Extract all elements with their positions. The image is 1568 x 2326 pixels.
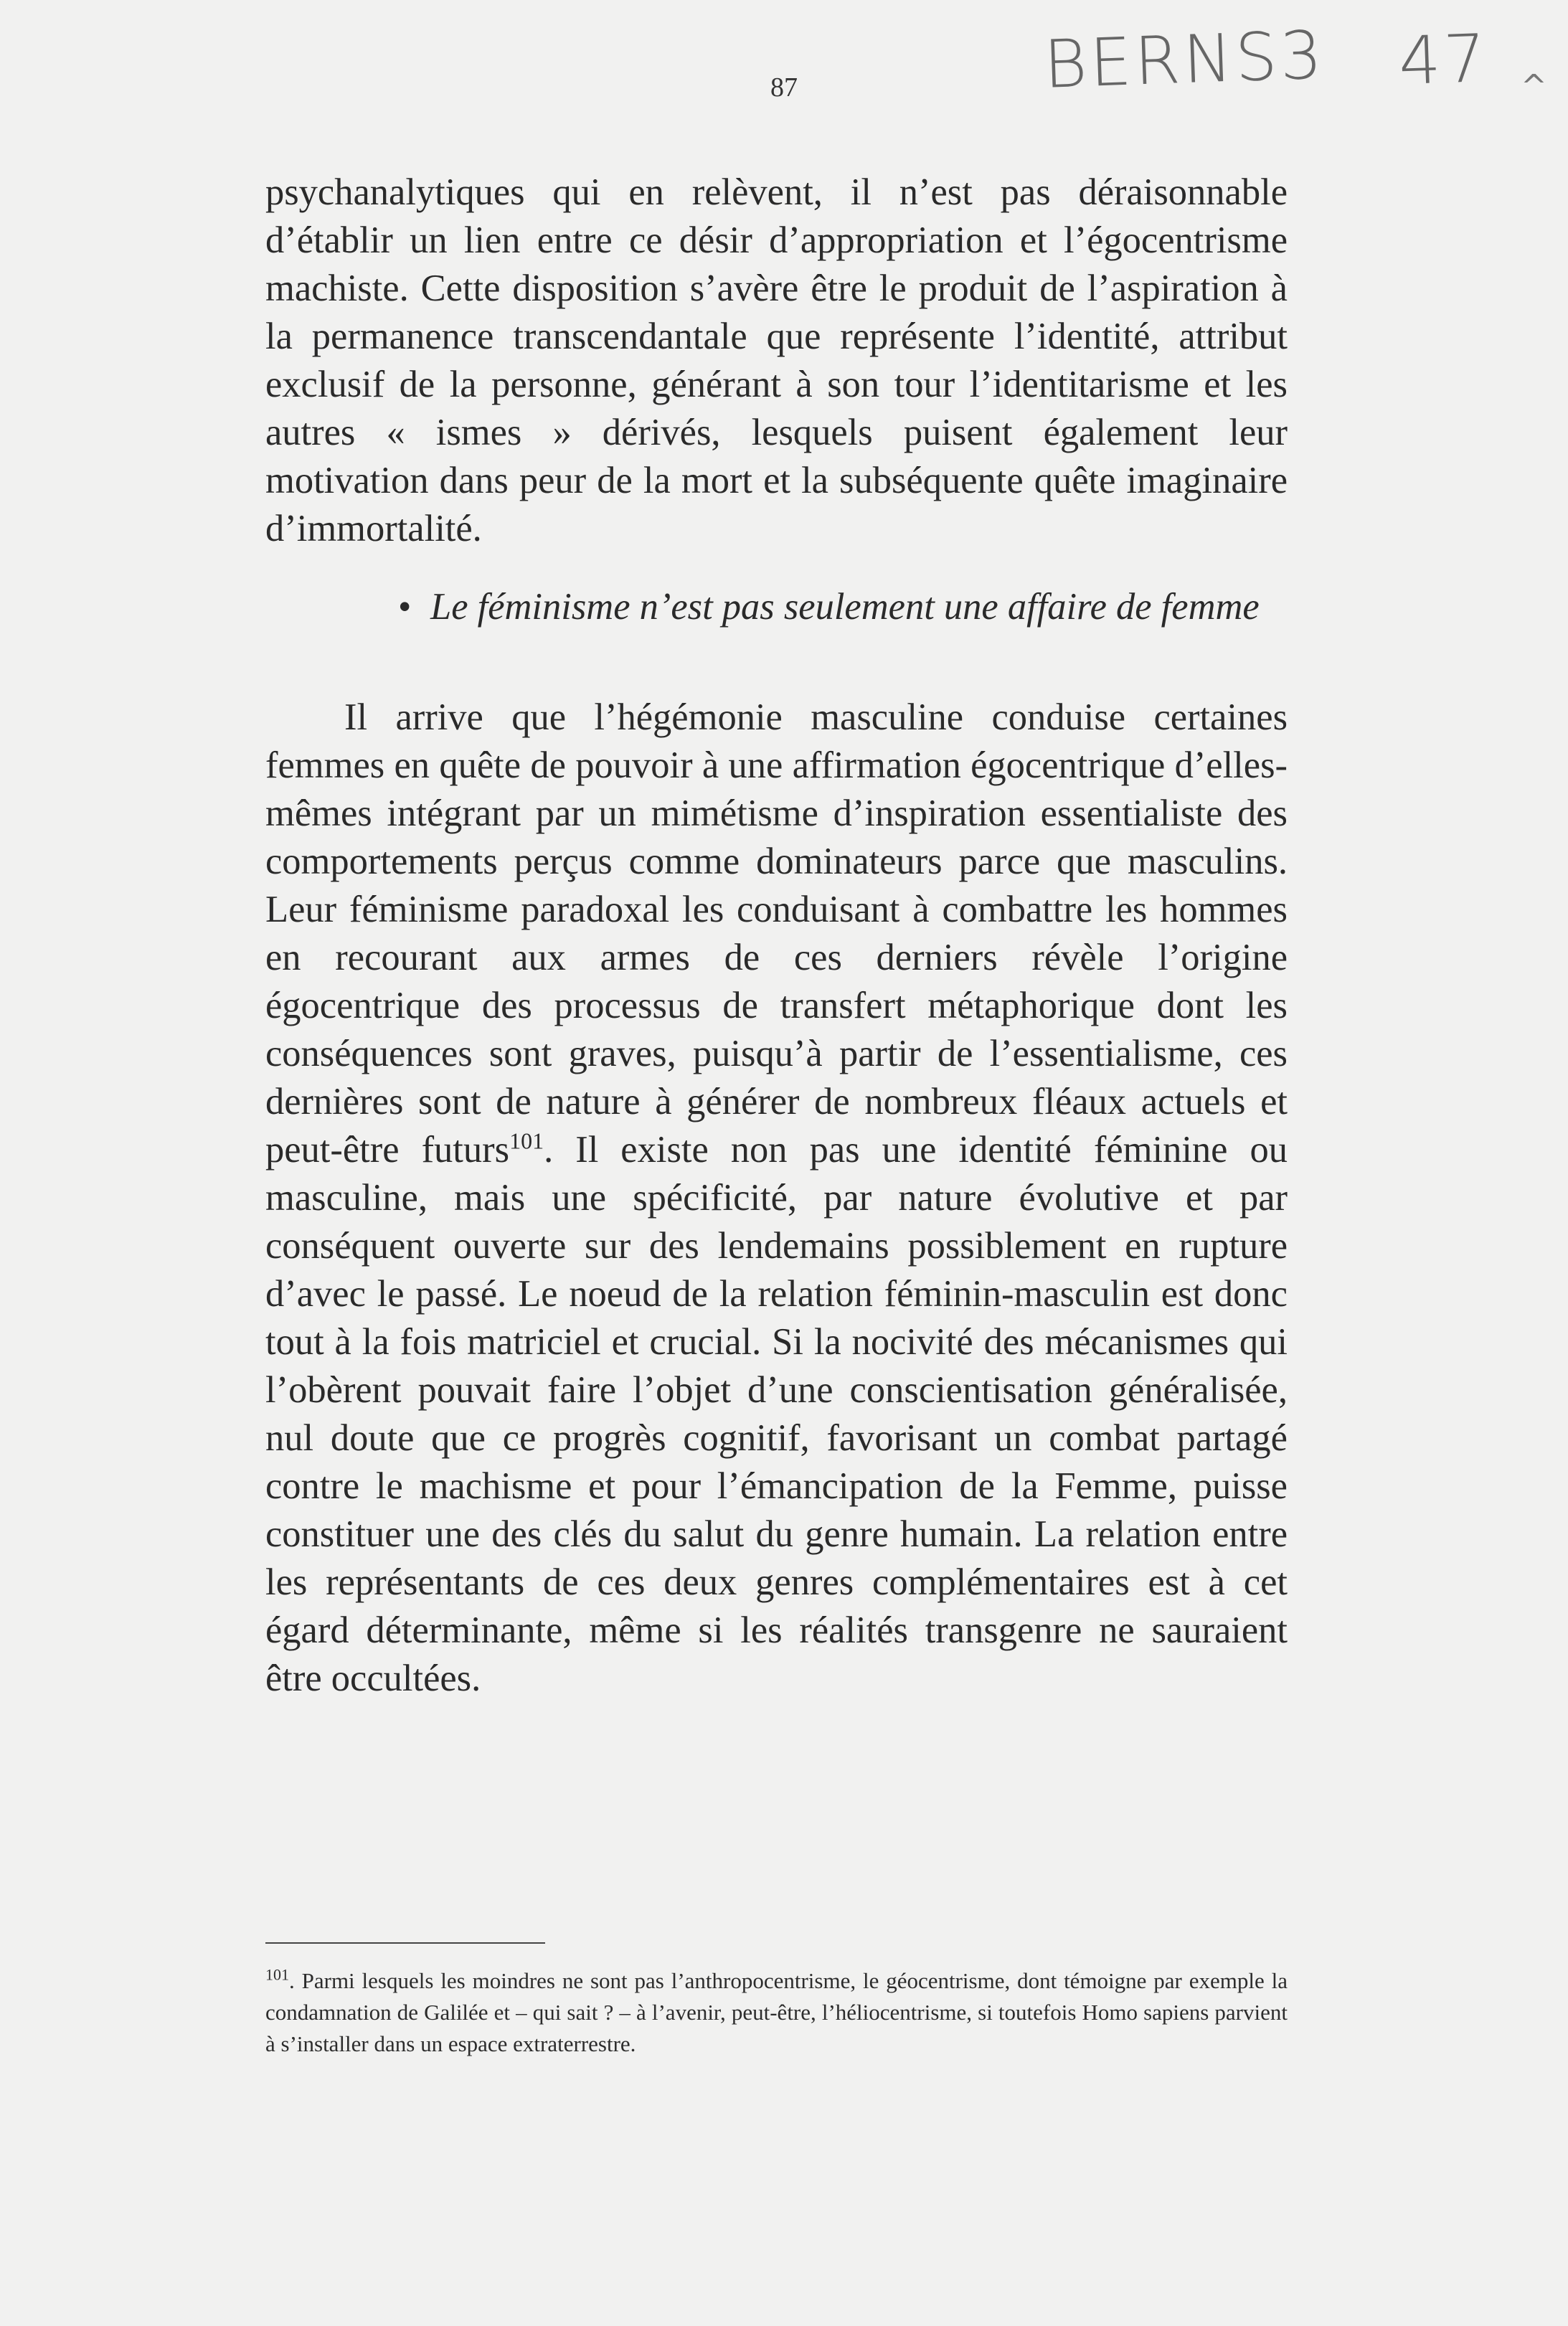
paragraph-1: psychanalytiques qui en relèvent, il n’est pas déraisonnable d’établir un lien entre ce désir d’appropriation et l’égocentrisme machiste. Cette disposition s’avère être le produit de l’aspiration à la permanence transcendantale que représente l’identité, attribut exclusif de la personne, générant à son tour l’identitarisme et les autres « ismes » dérivés, lesquels puisent également leur motivation dans peur de la mort et la subséquente quête imaginaire d’immortalité. bbox=[265, 171, 1288, 549]
footnote-reference[interactable]: 101 bbox=[509, 1127, 544, 1154]
footnote-divider bbox=[265, 1942, 545, 1944]
handwritten-caret: ^ bbox=[1521, 68, 1547, 105]
footnote bbox=[265, 1965, 1288, 2060]
section-heading bbox=[398, 583, 1288, 631]
page-number: 87 bbox=[770, 72, 798, 103]
bullet-icon: • bbox=[398, 586, 412, 628]
handwritten-reference: BERNS3 bbox=[1042, 16, 1326, 103]
paragraph-2-part-1: Il arrive que l’hégémonie masculine conduise certaines femmes en quête de pouvoir à une affirmation égocentrique d’elles-mêmes intégrant par un mimétisme d’inspiration essentialiste des comportements perçus comme dominateurs parce que masculins. Leur féminisme paradoxal les conduisant à combattre les hommes en recourant aux armes de ces derniers révèle l’origine égocentrique des processus de transfert métaphorique dont les conséquences sont graves, puisqu’à partir de l’essentialisme, ces dernières sont de nature à générer de nombreux fléaux actuels et peut-être futurs bbox=[265, 696, 1288, 1171]
handwritten-number: 47 bbox=[1397, 19, 1490, 100]
section-heading-text: Le féminisme n’est pas seulement une affaire de femme bbox=[430, 586, 1260, 628]
footnote-text: . Parmi lesquels les moindres ne sont pas l’anthropocentrisme, le géocentrisme, dont témoigne par exemple la condamnation de Galilée et – qui sait ? – à l’avenir, peut-être, l’héliocentrisme, si toutefois Homo sapiens parvient à s’installer dans un espace extraterrestre. bbox=[265, 1968, 1288, 2056]
footnote-number: 101 bbox=[265, 1965, 289, 1984]
paragraph-2 bbox=[265, 694, 1288, 1703]
paragraph-2-part-2: . Il existe non pas une identité féminine ou masculine, mais une spécificité, par nature évolutive et par conséquent ouverte sur des lendemains possiblement en rupture d’avec le passé. Le noeud de la relation féminin-masculin est donc tout à la fois matriciel et crucial. Si la nocivité des mécanismes qui l’obèrent pouvait faire l’objet d’une conscientisation généralisée, nul doute que ce progrès cognitif, favorisant un combat partagé contre le machisme et pour l’émancipation de la Femme, puisse constituer une des clés du salut du genre humain. La relation entre les représentants de ces deux genres complémentaires est à cet égard déterminante, même si les réalités transgenre ne sauraient être occultées. bbox=[265, 1129, 1288, 1699]
